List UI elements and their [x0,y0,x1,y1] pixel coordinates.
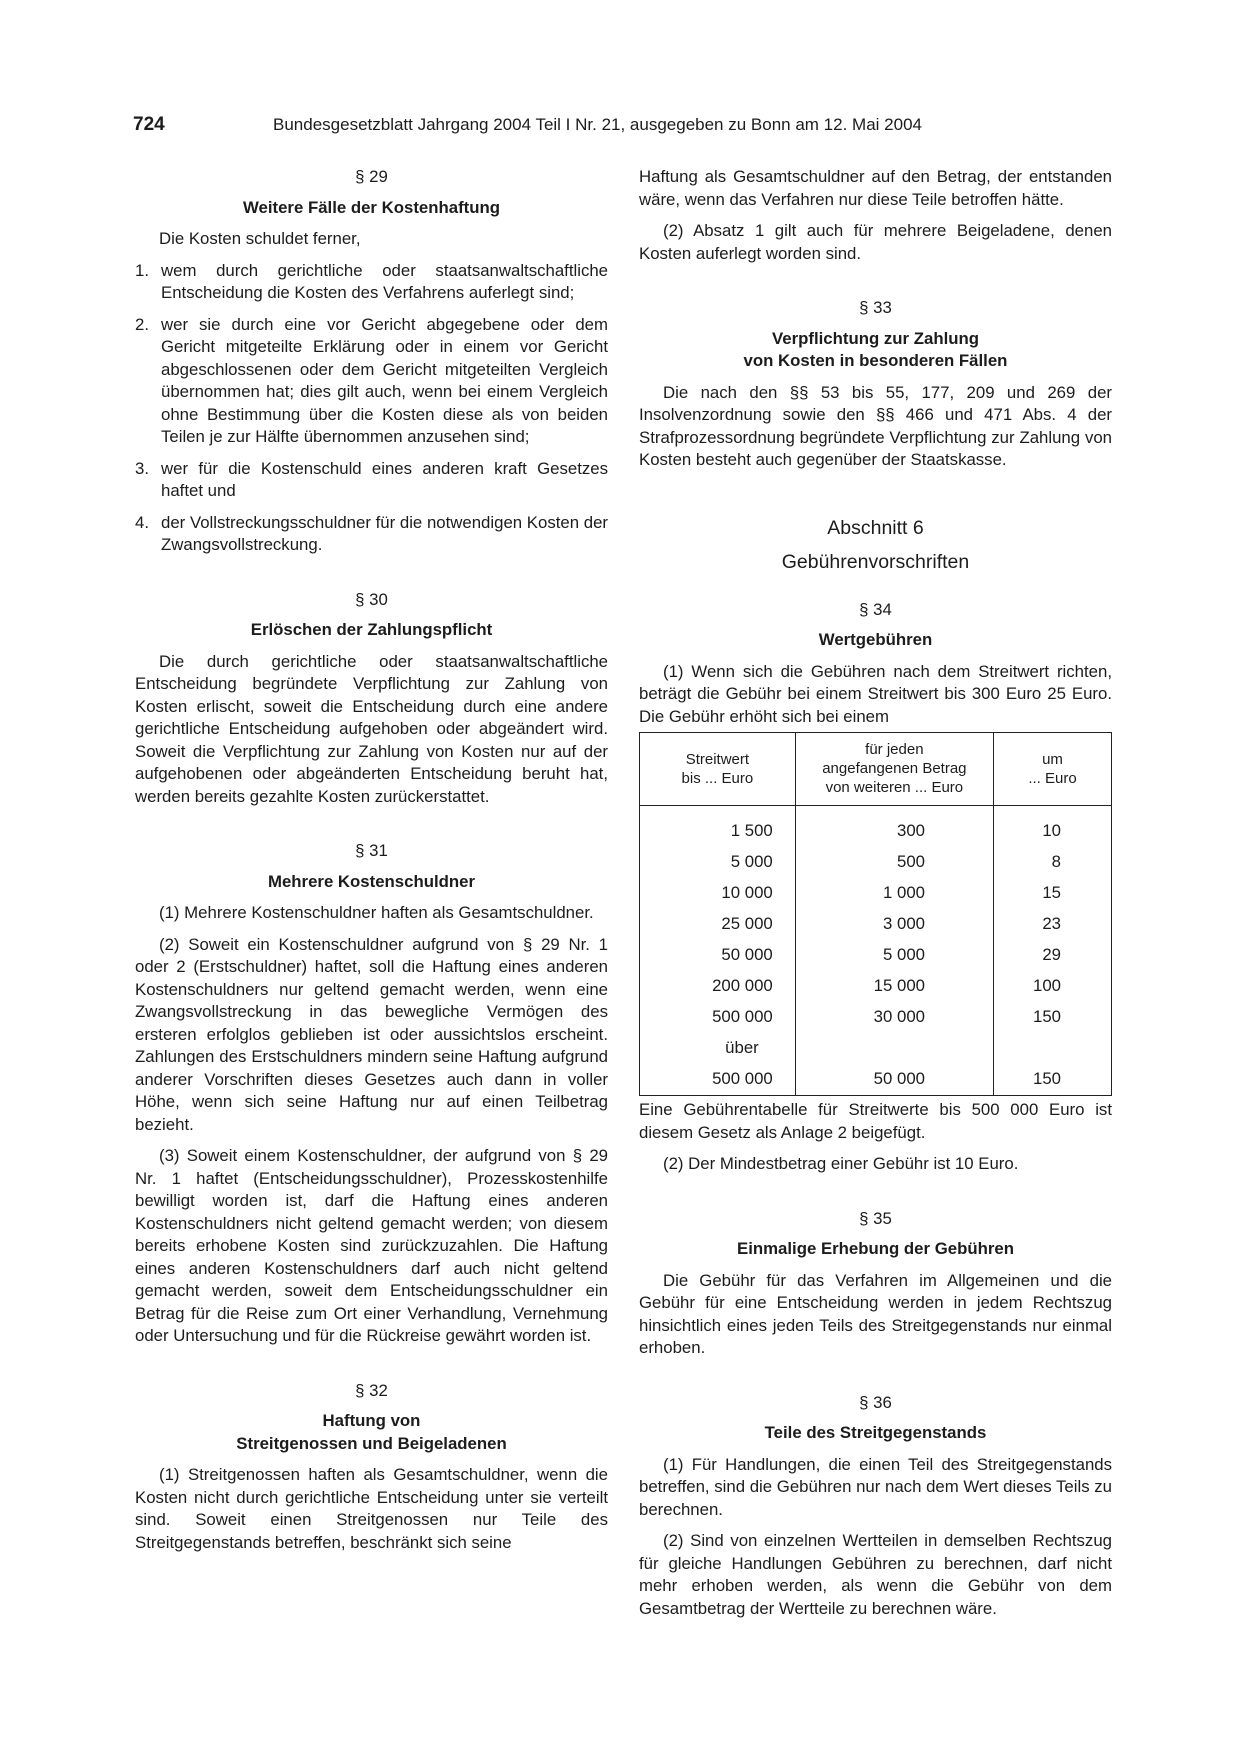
column-header-streitwert: Streitwert bis ... Euro [640,733,796,806]
section-title-line-1: Haftung von [322,1411,421,1430]
section-number: § 33 [859,298,892,317]
paragraph: (3) Soweit einem Kostenschuldner, der aufgrund von § 29 Nr. 1 haftet (Entscheidungsschuldner), Prozesskostenhilfe bewilligt worden ist, darf die Haftung eines anderen Kostenschuldners nicht geltend gemacht werden; von diesem bereits erhobene Kosten sind zurückzuzahlen. Die Haftung eines anderen Kostenschuldners darf auch nicht geltend gemacht werden, soweit dem Entscheidungsschuldner ein Betrag für die Reise zum Ort einer Verhandlung, Vernehmung oder Untersuchung und für die Rückreise gewährt worden ist. [135,1146,608,1345]
table-row: 500 000 30 000 150 [640,1002,1112,1033]
list-item-text: wer sie durch eine vor Gericht abgegebene oder dem Gericht mitgeteilte Erklärung oder in einem vor Gericht abgeschlossenen oder dem Gericht mitgeteilten Vergleich übernommen hat; dies gilt auch, wenn bei einem Vergleich ohne Bestimmung über die Kosten diese als von beiden Teilen je zur Hälfte übernommen anzusehen sind; [161,314,608,446]
column-header-um: um ... Euro [993,733,1111,806]
table-row: 10 000 1 000 15 [640,878,1112,909]
section-title: Wertgebühren [818,630,933,649]
page-header [133,114,1113,142]
table-row: 25 000 3 000 23 [640,909,1112,940]
numbered-list [135,260,608,557]
running-head: Bundesgesetzblatt Jahrgang 2004 Teil I Nr. 21, ausgegeben zu Bonn am 12. Mai 2004 [273,115,922,134]
section-number: § 35 [859,1208,892,1228]
section-title: Weitere Fälle der Kostenhaftung [242,197,501,217]
list-item-number: 2. [135,314,149,334]
list-item [135,314,608,449]
table-header-row [640,733,1112,806]
paragraph: (1) Für Handlungen, die einen Teil des Streitgegenstands betreffen, sind die Gebühren nur nach dem Wert dieses Teils zu berechnen. [639,1454,1112,1519]
list-item-number: 1. [135,260,149,280]
section-title-line-2: von Kosten in besonderen Fällen [743,351,1008,370]
section-33 [639,297,1112,472]
paragraph: Eine Gebührentabelle für Streitwerte bis 500 000 Euro ist diesem Gesetz als Anlage 2 beigefügt. [639,1100,1112,1142]
paragraph: (2) Absatz 1 gilt auch für mehrere Beigeladene, denen Kosten auferlegt worden sind. [639,221,1112,263]
table-row: 50 000 5 000 29 [640,940,1112,971]
table-row: 200 000 15 000 100 [640,971,1112,1002]
list-item [135,260,608,305]
paragraph: Die nach den §§ 53 bis 55, 177, 209 und 269 der Insolvenzordnung sowie den §§ 466 und 471 Abs. 4 der Strafprozessordnung begründete Verpflichtung zur Zahlung von Kosten besteht auch gegenüber der Staatskasse. [639,382,1112,469]
list-item-text: der Vollstreckungsschuldner für die notwendigen Kosten der Zwangsvollstreckung. [161,512,608,554]
section-30 [135,589,608,809]
section-34 [639,599,1112,1176]
paragraph: Die durch gerichtliche oder staatsanwaltschaftliche Entscheidung begründete Verpflichtung zur Zahlung von Kosten erlischt, soweit die Entscheidung durch eine andere gerichtliche Entscheidung aufgehoben oder abgeändert wird. Soweit die Verpflichtung zur Zahlung von Kosten nur auf der aufgehobenen oder abgeänderten Entscheidung beruht hat, werden bereits gezahlte Kosten zurückerstattet. [135,651,608,806]
list-item-text: wer für die Kostenschuld eines anderen kraft Gesetzes haftet und [161,458,608,500]
division-title: Gebührenvorschriften [781,550,970,573]
page-number: 724 [133,114,165,135]
section-35 [639,1208,1112,1360]
section-number: § 31 [355,841,388,860]
section-number: § 36 [859,1392,892,1412]
section-title: Mehrere Kostenschuldner [267,871,476,891]
paragraph: Haftung als Gesamtschuldner auf den Betrag, der entstanden wäre, wenn das Verfahren nur diese Teile betroffen hätte. [639,167,1112,209]
section-29 [135,166,608,557]
right-column [639,166,1112,1629]
fee-table [639,732,1112,1096]
division-label: Abschnitt 6 [827,516,924,539]
section-number: § 34 [859,599,892,619]
section-title: Einmalige Erhebung der Gebühren [737,1239,1014,1258]
table-row: 500 000 50 000 150 [640,1064,1112,1096]
list-item [135,512,608,557]
list-item-number: 3. [135,458,149,478]
left-column [135,166,608,1563]
list-item [135,458,608,503]
section-31 [135,840,608,1348]
section-number: § 29 [355,167,388,186]
section-intro: Die Kosten schuldet ferner, [159,229,361,248]
section-36 [639,1392,1112,1621]
section-title: Erlöschen der Zahlungspflicht [250,620,493,639]
table-row: 5 000 500 8 [640,847,1112,878]
list-item-number: 4. [135,512,149,532]
table-row: über [640,1033,1112,1064]
table-row: 1 500 300 10 [640,806,1112,848]
list-item-text: wem durch gerichtliche oder staatsanwaltschaftliche Entscheidung die Kosten des Verfahrens auferlegt sind; [161,260,608,302]
section-32-continued [639,166,1112,265]
paragraph: (1) Mehrere Kostenschuldner haften als Gesamtschuldner. [159,903,594,922]
paragraph: (2) Sind von einzelnen Wertteilen in demselben Rechtszug für gleiche Handlungen Gebühren zu berechnen, darf nicht mehr erhoben werden, als wenn die Gebühr von dem Gesamtbetrag der Wertteile zu berechnen wäre. [639,1531,1112,1618]
paragraph: Die Gebühr für das Verfahren im Allgemeinen und die Gebühr für eine Entscheidung werden in jedem Rechtszug hinsichtlich eines jeden Teils des Streitgegenstands nur einmal erhoben. [639,1270,1112,1357]
paragraph: (2) Der Mindestbetrag einer Gebühr ist 10 Euro. [663,1154,1019,1173]
section-32 [135,1380,608,1555]
paragraph: (1) Streitgenossen haften als Gesamtschuldner, wenn die Kosten nicht durch gerichtliche Entscheidung unter sie verteilt sind. Soweit einen Streitgenossen nur Teile des Streitgegenstands betreffen, beschränkt sich seine [135,1465,608,1552]
section-title-line-1: Verpflichtung zur Zahlung [772,328,979,348]
section-number: § 32 [355,1380,388,1400]
paragraph: (1) Wenn sich die Gebühren nach dem Streitwert richten, beträgt die Gebühr bei einem Streitwert bis 300 Euro 25 Euro. Die Gebühr erhöht sich bei einem [639,661,1112,726]
column-header-betrag: für jeden angefangenen Betrag von weiteren ... Euro [795,733,993,806]
section-title-line-2: Streitgenossen und Beigeladenen [236,1433,507,1453]
paragraph: (2) Soweit ein Kostenschuldner aufgrund von § 29 Nr. 1 oder 2 (Erstschuldner) haftet, soll die Haftung eines anderen Kostenschuldners nur geltend gemacht werden, wenn eine Zwangsvollstreckung in das bewegliche Vermögen des ersteren erfolglos geblieben ist oder aussichtslos erscheint. Zahlungen des Erstschuldners mindern seine Haftung aufgrund anderer Vorschriften dieses Gesetzes auch dann in voller Höhe, wenn sich seine Haftung nur auf einen Teilbetrag bezieht. [135,934,608,1134]
section-title: Teile des Streitgegenstands [764,1423,987,1442]
section-number: § 30 [355,589,388,609]
division-heading [639,515,1112,575]
